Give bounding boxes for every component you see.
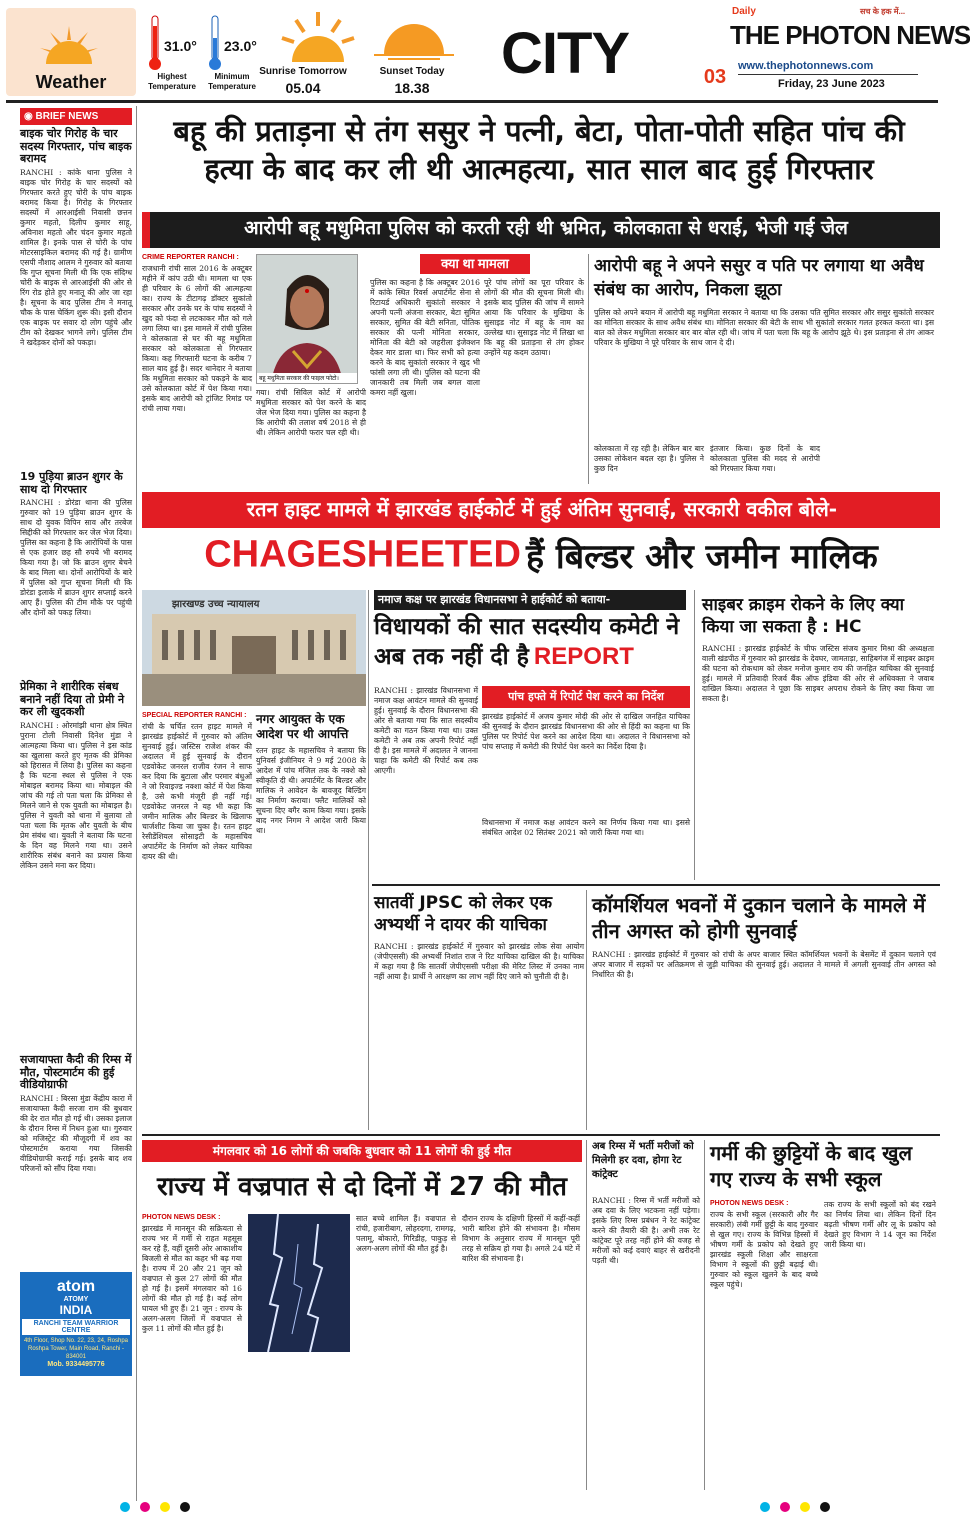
- article2-body-2: [142, 722, 143, 723]
- brief-body-3: RANCHI : ओरमांझी थाना क्षेत्र स्थित पुराना टोली निवासी दिनेश मुंडा ने आत्महत्या किया था। पुलिस ने इस कांड का खुलासा करते हुए मृतक की प्रेमिका को हिरासत में लिया है। पुलिस का कहना है कि घटना स्थल से पुलिस ने एक मोबाइल बरामद किया था। मोबाइल की जांच की गई तो पता चला कि प्रेमिका से मिलने जाने से एक युवती का मोबाइल है। पुलिस ने युवती को थाना में बुलाया तो पता चला कि मृतक और युवती के बीच प्रेम संबंध था। युवती ने बताया कि घटना के दिन वह मिलने गया था। उसने शारीरिक संबंध बनाने का प्रयास किया लेकिन उसने मना कर दिया।: [20, 721, 132, 871]
- lead-subhead: आरोपी बहू मधुमिता पुलिस को करती रही थी भ्रमित, कोलकाता से धराई, भेजी गई जेल: [244, 217, 848, 239]
- weather-label: Weather: [35, 72, 107, 92]
- article3-sub-body: झारखंड हाईकोर्ट में अजय कुमार मोदी की ओर से दाखिल जनहित याचिका की सुनवाई के दौरान झारखंड विधानसभा की ओर से हिंदी का कहना था कि पुलिस पर रिपोर्ट पेश करने का आदेश दिया था। अदालत ने विधानसभा को पांच सप्ताह में कमेटी की रिपोर्ट पेश करने का निर्देश दिया है।: [482, 712, 690, 751]
- brief-title-2: 19 पुड़िया ब्राउन शुगर के साथ दो गिरफ्तार: [20, 469, 123, 496]
- headline-english: CHAGESHEETED: [204, 533, 521, 576]
- article2-box-body: रतन हाइट के महासचिव ने बताया कि युनिवर्स इंजीनियर ने 9 मई 2008 के आदेश में पांच मंजिल तक के नक्शे को स्वीकृति दी थी। अपार्टमेंट के बिल्डर और मालिक ने आवेदन के बावजूद बिल्डिंग का निर्माण कराया। फ्लैट मालिकों को सूचना दिए बगैर काम किया गया। इसके बाद नगर निगम ने आदेश जारी किया था।: [256, 746, 366, 835]
- registration-mark-magenta: [140, 1502, 150, 1512]
- article3-headline-english: REPORT: [533, 643, 634, 670]
- col-rule-a8: [704, 1140, 705, 1490]
- article6-headline: कॉमर्शियल भवनों में दुकान चलाने के मामले में तीन अगस्त को होगी सुनवाई: [592, 893, 926, 943]
- lead-side-foot-2: इंतजार किया। कुछ दिनों के बाद कोलकाता पुलिस की मदद से आरोपी को गिरफ्तार किया गया।: [710, 444, 820, 473]
- lead-col-2: गया। रांची सिविल कोर्ट में आरोपी मधुमिता सरकार को पेश करने के बाद जेल भेज दिया गया। पुलिस का कहना है कि आरोपी की तलाश वर्ष 2018 से ही थी। लेकिन आरोपी फरार चल रही थी।: [256, 388, 366, 437]
- article8-headline: अब रिम्स में भर्ती मरीजों को मिलेगी हर दवा, होगा रेट कांट्रेक्ट: [592, 1141, 694, 1180]
- lower-rule: [142, 1134, 940, 1136]
- article7-body: झारखंड में मानसून की सक्रियता से राज्य भर में गर्मी से राहत महसूस कर रहे हैं, वहीं दूसरी ओर आकाशीय बिजली से मौत का कहर भी बढ़ गया है। राज्य में 20 और 21 जून को वज्रपात से कुल 27 लोगों की मौत हो गई है। इसमें मंगलवार को 16 लोगों की मौत हो गई है। कई लोग घायल भी हुए हैं। 21 जून : राज्य के अलग-अलग जिलों में वज्रपात से कुल 11 लोगों की मौत हुई है।: [142, 1224, 242, 1333]
- article3-foot: विधानसभा में नमाज कक्ष आवंटन करने का निर्णय किया गया था। इससे संबंधित आदेश 02 सितंबर 2021 को जारी किया गया था।: [482, 818, 690, 837]
- registration-mark-black-2: [820, 1502, 830, 1512]
- ad-brand-sub: ATOMY: [63, 1296, 89, 1304]
- masthead-rule: [6, 100, 938, 103]
- lead-side-body: पुलिस को अपने बयान में आरोपी बहू मधुमिता सरकार ने बताया था कि उसका पति सुमित सरकार और ससुर सुकांतो सरकार का मोनिता सरकार के साथ अवैध संबंध था। मोनिता सरकार की बेटी के साथ भी सुकांतो सरकार गलत हरकत करता था। इस बात को लेकर मधुमिता सरकार बार बार बोल रही थी। जांच में पता चला कि बहू के आरोप झूठे थे। इस प्रताड़ना से तंग आकर परिवार के मुखिया ने पूरे परिवार के साथ जान दे दी।: [594, 308, 934, 347]
- article3-headline-hindi: विधायकों की सात सदस्यीय कमेटी ने अब तक नहीं दी है: [374, 614, 680, 670]
- col-rule-a2: [368, 590, 369, 1130]
- registration-mark-black: [180, 1502, 190, 1512]
- article9-byline: PHOTON NEWS DESK :: [710, 1200, 789, 1207]
- brief-column: [20, 108, 132, 1503]
- ad-country: INDIA: [59, 1303, 93, 1318]
- article3-subhead: पांच हफ्ते में रिपोर्ट पेश करने का निर्देश: [482, 686, 690, 708]
- article5-body: RANCHI : झारखंड हाईकोर्ट में गुरुवार को झारखंड लोक सेवा आयोग (जेपीएससी) की अभ्यर्थी निशांत राज ने रिट याचिका दाखिल की है। याचिका में कहा गया है कि सातवीं जेपीएससी परीक्षा की मेरिट लिस्ट में उनका नाम नहीं आया है। प्रार्थी ने आरक्षण का लाभ नहीं दिए जाने को चुनौती दी है।: [374, 942, 584, 981]
- ad-mobile: Mob. 9334495776: [47, 1361, 105, 1369]
- website: www.thephotonnews.com: [738, 60, 918, 75]
- article4-headline: साइबर क्राइम रोकने के लिए क्या किया जा सकता है : HC: [702, 595, 905, 637]
- section-title: CITY: [500, 21, 630, 86]
- brief-news-label: ◉ BRIEF NEWS: [20, 108, 132, 125]
- lead-side-rule: [588, 254, 589, 484]
- issue-date: Friday, 23 June 2023: [778, 78, 885, 90]
- article2-box-title: नगर आयुक्त के एक आदेश पर थी आपत्ति: [256, 712, 349, 741]
- brief-body-1: RANCHI : कांके थाना पुलिस ने बाइक चोर गिरोह के चार सदस्यों को गिरफ्तार करते हुए चोरी के पांच बाइक बरामद किया है। गिरोह के गिरफ्तार सदस्यों में आरआईसी निवासी छत्तन कुमार महतो, दिलीप कुमार साहू, अविनाश महतो और चंदन कुमार महतो शामिल है। इनके पास से चोरी के पांच मोटरसाइकिल बरामद की गई है। ग्रामीण एसपी नौशाद आलम ने गुरुवार को बताया कि गुप्त सूचना मिली थी कि एक संदिग्ध चोरी के बाइक से आरआईसी की ओर से रिंग रोड होते हुए मनातू की ओर जा रहा है। सूचना के बाद पुलिस टीम ने मनातू चौक के पास चेकिंग शुरू की। इसी दौरान एक बाइक पर सवार दो लोग पहुंचे और टीम को देखकर भागने लगे। पुलिस टीम ने खदेड़कर दोनों को पकड़ा।: [20, 167, 133, 347]
- brief-title-1: बाइक चोर गिरोह के चार सदस्य गिरफ्तार, पांच बाइक बरामद: [20, 127, 132, 166]
- article9-body-2: तक राज्य के सभी स्कूलों को बंद रखने का निर्णय लिया था। लेकिन दिनों दिन बढ़ती भीषण गर्मी और लू के प्रकोप को देखते हुए विभाग ने 14 जून का निर्देश जारी किया था।: [824, 1200, 936, 1249]
- lead-col-1: राजधानी रांची साल 2016 के अक्टूबर महीने में कांप उठी थी। मामला था एक ही परिवार के 6 लोगों की आत्महत्या का। राज्य के टीटागढ़ डॉक्टर सुकांतो सरकार और उनके घर के पांच सदस्यों ने खुद को फंदा से लटकाकर मौत को गले लगा लिया था। इस मामले में रांची पुलिस ने कोलकाता से घर की बहू मधुमिता सरकार को कोलकाता से गिरफ्तार किया। कह गिरफ्तारी घटना के करीब 7 साल बाद हुई है। सदर थानेदार ने बताया कि मधुमिता सरकार को पकड़ने के बाद उसे कोलकाता कोर्ट में पेश किया गया। इसके बाद आरोपी को ट्रांजिट रिमांड पर रांची लाया गया।: [142, 264, 252, 413]
- article7-headline: राज्य में वज्रपात से दो दिनों में 27 की मौत: [157, 1172, 567, 1202]
- sun-icon: [34, 18, 104, 64]
- lead-side-headline: आरोपी बहू ने अपने ससुर व पति पर लगाया था अवैध संबंध का आरोप, निकला झूठा: [594, 256, 924, 300]
- paper-name: THE PHOTON NEWS: [730, 20, 970, 50]
- article3-body: RANCHI : झारखंड विधानसभा में नमाज कक्ष आवंटन मामले की सुनवाई हुई। सुनवाई के दौरान विधानसभा की ओर से बताया गया कि सात सदस्यीय कमेटी का गठन किया गया था। उक्त कमेटी ने अब तक अपनी रिपोर्ट नहीं दी है। इस मामले में अदालत ने जानना चाहा कि कमेटी की रिपोर्ट कब तक आएगी।: [374, 686, 478, 775]
- brief-icon: ◉: [24, 111, 36, 122]
- ad-brand: atom: [56, 1278, 96, 1296]
- lead-side-foot-1: कोलकाता में रह रही है। लेकिन बार बार उसका लोकेशन बदल रहा है। पुलिस ने कुछ दिन: [594, 444, 704, 473]
- article7-byline: PHOTON NEWS DESK :: [142, 1214, 221, 1221]
- article2-byline: SPECIAL REPORTER RANCHI :: [142, 712, 247, 719]
- lead-box-col-2: पूरे पांच लोगों का पूरा परिवार के लोगों की मौत की सूचना मिली थी। इसके बाद पुलिस की जांच में सामने आया कि परिवार के मुखिया के सुसाइड नोट में बहू के नाम का उल्लेख था। सुसाइड नोट में लिखा था कि बहू की प्रताड़ना से तंग होकर उन्होंने यह कदम उठाया।: [484, 278, 584, 357]
- article2-headline: [142, 532, 940, 584]
- court-sign: झारखण्ड उच्च न्यायालय: [172, 599, 260, 610]
- thermometer-max-icon: [148, 14, 162, 72]
- high-court-photo: [142, 590, 366, 706]
- registration-mark-yellow-2: [800, 1502, 810, 1512]
- thermometer-min-icon: [208, 14, 222, 72]
- sunrise-time: 05.04: [285, 80, 321, 96]
- atomy-ad: [20, 1272, 132, 1376]
- masthead: [0, 0, 970, 100]
- registration-mark-yellow: [160, 1502, 170, 1512]
- lead-box-col-1: पुलिस का कहना है कि अक्टूबर 2016 में कांके स्थित रिवर्स अपार्टमेंट सेना से रिटायर्ड अधिकारी सुकांतो सरकार ने अपनी पत्नी अंजना सरकार, बेटा सुमित सरकार, सुमित की बेटी सनिता, पोतिक सरकार की पत्नी मोनिता सरकार, मोनिता की बेटी को जहरीला इंजेक्शन देकर मार डाला था। फिर सभी को हत्या करने के बाद सुकांतो सरकार ने खुद भी फांसी लगा ली थी। पुलिस को घटना की जानकारी तब मिली जब बगल वाला कमरा नहीं खुला।: [370, 278, 480, 397]
- lightning-photo: [248, 1214, 350, 1352]
- headline-hindi: हैं बिल्डर और जमीन मालिक: [526, 537, 878, 577]
- registration-mark-cyan: [120, 1502, 130, 1512]
- article5-headline: सातवीं JPSC को लेकर एक अभ्यर्थी ने दायर की याचिका: [374, 893, 553, 935]
- daily-label: Daily: [732, 6, 756, 17]
- article9-headline: गर्मी की छुट्टियों के बाद खुल गए राज्य के सभी स्कूल: [710, 1141, 913, 1191]
- col-rule-a3: [694, 590, 695, 880]
- lead-photo: [256, 254, 358, 384]
- ad-address: 4th Floor, Shop No. 22, 23, 24, Roshpa Roshpa Tower, Main Road, Ranchi - 834001: [23, 1338, 129, 1361]
- col-rule-a7: [586, 1140, 587, 1490]
- article7-body-2: सात बच्चे शामिल हैं। वज्रपात से रांची, हजारीबाग, लोहरदगा, रामगढ़, पलामू, बोकारो, गिरिडीह, पाकुड़ से अलग-अलग लोगों की मौत हुई है।: [356, 1214, 456, 1253]
- min-temp: 23.0°: [224, 38, 257, 54]
- lead-byline: CRIME REPORTER RANCHI :: [142, 254, 239, 261]
- brief-body-4: RANCHI : बिरसा मुंडा केंद्रीय कारा में सजायाफ्ता कैदी सरजा राम की बुधवार की देर रात मौत हो गई थी। उसका इलाज के दौरान रिम्स में निधन हुआ था। गुरुवार को मजिस्ट्रेट की मौजूदगी में शव का पोस्टमार्टम कराया गया जिसकी वीडियोग्राफी कराई गई। इसके बाद शव परिजनों को सौंप दिया गया।: [20, 1094, 132, 1174]
- lead-headline: बहू की प्रताड़ना से तंग ससुर ने पत्नी, बेटा, पोता-पोती सहित पांच की हत्या के बाद कर ली थी आत्महत्या, सात साल बाद हुई गिरफ्तार: [173, 114, 905, 186]
- article3-headline: [374, 612, 688, 672]
- max-temp-label: Highest Temperature: [148, 72, 196, 91]
- article2-body: रांची के चर्चित रतन हाइट मामले में झारखंड हाईकोर्ट में गुरुवार को अंतिम सुनवाई हुई। जस्टिस राजेश शंकर की अदालत में हुई सुनवाई के दौरान एडवोकेट जनरल राजीव रंजन ने साफ कर दिया कि बुटाला और परमार बंधुओं ने जो रिवाइज्ड नक्शा कोर्ट में पेश किया है, उसे कभी मंजूरी ही नहीं गई। एडवोकेट जनरल ने यह भी कहा कि जमीन मालिक और बिल्डर के खिलाफ चार्जशीट किया जा चुका है। रतन हाइट रेसीडेंशियल सोसाइटी के महासचिव अपार्टमेंट के निर्माण को लेकर याचिका दायर की थी।: [142, 722, 252, 861]
- brief-title-4: सजायाफ्ता कैदी की रिम्स में मौत, पोस्टमार्टम की हुई वीडियोग्राफी: [20, 1053, 132, 1092]
- registration-mark-magenta-2: [780, 1502, 790, 1512]
- article4-body: RANCHI : झारखंड हाईकोर्ट के चीफ जस्टिस संजय कुमार मिश्रा की अध्यक्षता वाली खंडपीठ में गुरुवार को झारखंड के देवघर, जामताड़ा, साहिबगंज में साइबर क्राइम की घटना को रोकथाम को लेकर मनोज कुमार राय की जनहित याचिका की सुनवाई हुई। मामले में प्रतिवादी रिजर्व बैंक ऑफ इंडिया की ओर से अधिवक्ता ने जवाब दाखिल किया। अदालत ने पूछा कि साइबर अपराध रोकने के लिए क्या किया जा सकता है।: [702, 644, 934, 703]
- sunrise-icon: [278, 10, 358, 62]
- sunset-label: Sunset Today: [379, 66, 445, 77]
- sunrise-label: Sunrise Tomorrow: [259, 66, 347, 77]
- article3-kicker: नमाज कक्ष पर झारखंड विधानसभा ने हाईकोर्ट को बताया-: [374, 590, 686, 610]
- max-temp: 31.0°: [164, 38, 197, 54]
- article8-body: RANCHI : रिम्स में भर्ती मरीजों को अब दवा के लिए भटकना नहीं पड़ेगा। इसके लिए रिम्स प्रबंधन ने रेट कांट्रेक्ट करने की तैयारी की है। अभी तक रेट कांट्रेक्ट पूरे तरह नहीं होने की वजह से मरीजों को कई दवाएं बाहर से खरीदनी पड़ती थी।: [592, 1196, 700, 1265]
- article7-body-3: दौरान राज्य के दक्षिणी हिस्सों में कहीं-कहीं भारी बारिश होने की संभावना है। मौसम विभाग के अनुसार राज्य में मानसून पूरी तरह से सक्रिय हो गया है। अगले 24 घंटे में बारिश की संभावना है।: [462, 1214, 580, 1263]
- article2-banner: रतन हाइट मामले में झारखंड हाईकोर्ट में हुई अंतिम सुनवाई, सरकारी वकील बोले-: [246, 497, 838, 521]
- article6-body: RANCHI : झारखंड हाईकोर्ट में गुरुवार को रांची के अपर बाजार स्थित कॉमर्शियल भवनों के बेसमेंट में दुकान चलाने एवं अपर बाजार में सड़कों पर अतिक्रमण से जुड़ी याचिका की सुनवाई हुई। अदालत ने मामले में अगली सुनवाई तीन अगस्त को निर्धारित की है।: [592, 950, 936, 979]
- tagline: सच के हक में...: [860, 7, 906, 16]
- brief-title-3: प्रेमिका ने शारीरिक संबध बनाने नहीं दिया तो प्रेमी ने कर ली खुदकशी: [20, 680, 125, 719]
- brief-body-2: RANCHI : डोरंडा थाना की पुलिस गुरुवार को 19 पुड़िया ब्राउन शुगर के साथ दो युवक विपिन साव और तरबेज सिद्दीकी को गिरफ्तार कर जेल भेज दिया। पुलिस का कहना है कि आरोपियों के पास से एक हजार छह सौ रुपये भी बरामद किया गया है। जो कि ब्राउन शुगर बेचने के बाद मिला था। दोनों आरोपियों के बारे में पुलिस को गुप्त सूचना मिली थी कि डोरंडा इलाके में ब्राउन शुगर सप्लाई करने आए हैं। पुलिस की टीम मौके पर पहुंची और दोनों को पकड़ लिया।: [20, 498, 132, 618]
- left-column-rule: [136, 106, 137, 1501]
- sunset-icon: [374, 10, 454, 62]
- page-number: 03: [700, 62, 730, 92]
- what-happened-label: क्या था मामला: [420, 254, 530, 274]
- mid-rule: [372, 884, 940, 886]
- registration-mark-cyan-2: [760, 1502, 770, 1512]
- sunset-time: 18.38: [394, 80, 430, 96]
- col-rule-a5: [586, 890, 587, 1130]
- weather-block: [6, 8, 136, 96]
- min-temp-label: Minimum Temperature: [208, 72, 256, 91]
- ad-team: RANCHI TEAM WARRIOR CENTRE: [22, 1319, 130, 1335]
- article7-banner: मंगलवार को 16 लोगों की जबकि बुधवार को 11 लोगों की हुई मौत: [212, 1144, 512, 1158]
- photo-caption: बहू मधुमिता सरकार की फाइल फोटो।: [257, 373, 357, 383]
- article9-body: राज्य के सभी स्कूल (सरकारी और गैर सरकारी) लंबी गर्मी छुट्टी के बाद गुरुवार से खुल गए। राज्य के विभिन्न हिस्सों में भीषण गर्मी के प्रकोप को देखते हुए झारखंड स्कूली शिक्षा और साक्षरता विभाग ने स्कूलों की छुट्टी बढ़ाई थी। गुरुवार को स्कूल खुलने के बाद बच्चे स्कूल पहुंचे।: [710, 1210, 818, 1289]
